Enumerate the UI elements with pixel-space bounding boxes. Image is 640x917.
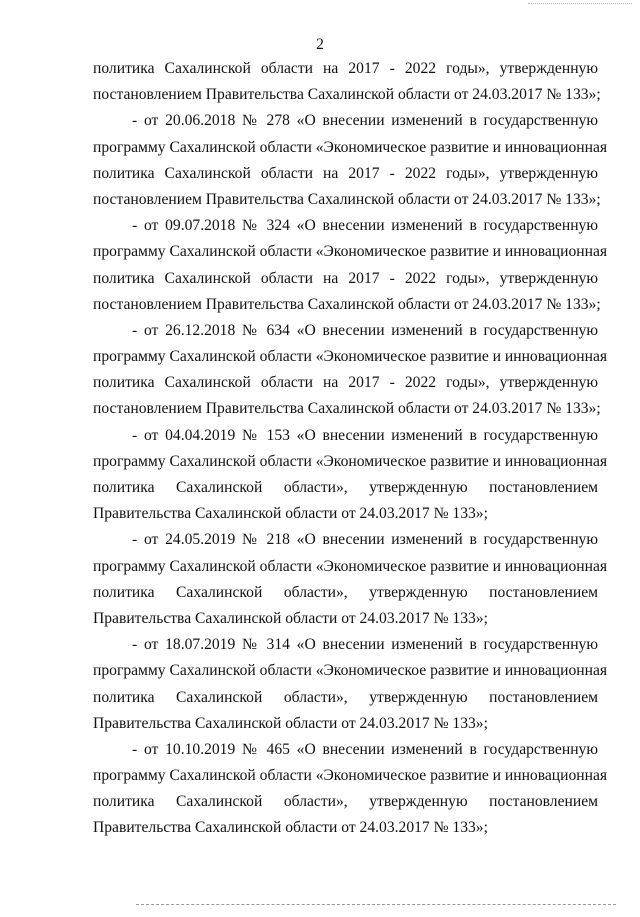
- text-line: политика Сахалинской области», утвержденную постановлением: [93, 688, 598, 706]
- list-item-amendment: [93, 321, 608, 427]
- text-line: программу Сахалинской области «Экономическое развитие и инновационная: [93, 348, 608, 366]
- text-line: политика Сахалинской области на 2017 - 2022 годы», утвержденную: [93, 374, 598, 392]
- paragraph-continuation: [93, 60, 601, 112]
- text-line: - от 04.04.2019 № 153 «О внесении изменений в государственную: [132, 426, 598, 444]
- text-line: политика Сахалинской области на 2017 - 2022 годы», утвержденную: [93, 60, 598, 77]
- text-line: Правительства Сахалинской области от 24.03.2017 № 133»;: [93, 714, 488, 732]
- text-line: программу Сахалинской области «Экономическое развитие и инновационная: [93, 138, 608, 156]
- list-item-amendment: [93, 426, 608, 532]
- text-line: политика Сахалинской области на 2017 - 2022 годы», утвержденную: [93, 269, 598, 287]
- text-line: политика Сахалинской области на 2017 - 2022 годы», утвержденную: [93, 164, 598, 182]
- bottom-scan-line: [136, 904, 616, 905]
- text-line: программу Сахалинской области «Экономическое развитие и инновационная: [93, 662, 608, 680]
- text-line: Правительства Сахалинской области от 24.03.2017 № 133»;: [93, 505, 488, 523]
- list-item-amendment: [93, 636, 608, 741]
- text-line: - от 18.07.2019 № 314 «О внесении изменений в государственную: [132, 636, 598, 654]
- text-line: политика Сахалинской области», утвержденную постановлением: [93, 583, 598, 601]
- list-item-amendment: [93, 217, 608, 322]
- text-line: программу Сахалинской области «Экономическое развитие и инновационная: [93, 243, 608, 261]
- text-line: - от 10.10.2019 № 465 «О внесении изменений в государственную: [132, 740, 598, 758]
- text-line: политика Сахалинской области», утвержденную постановлением: [93, 479, 598, 496]
- text-line: программу Сахалинской области «Экономическое развитие и инновационная: [93, 557, 608, 575]
- text-line: постановлением Правительства Сахалинской области от 24.03.2017 № 133»;: [93, 190, 601, 208]
- text-line: программу Сахалинской области «Экономическое развитие и инновационная: [93, 452, 608, 470]
- document-body: [93, 60, 608, 846]
- text-line: постановлением Правительства Сахалинской области от 24.03.2017 № 133»;: [93, 400, 601, 418]
- text-line: политика Сахалинской области», утвержденную постановлением: [93, 793, 598, 811]
- text-line: - от 26.12.2018 № 634 «О внесении изменений в государственную: [132, 321, 598, 339]
- text-line: - от 20.06.2018 № 278 «О внесении изменений в государственную: [132, 112, 598, 130]
- text-line: - от 09.07.2018 № 324 «О внесении изменений в государственную: [132, 217, 598, 235]
- text-line: постановлением Правительства Сахалинской области от 24.03.2017 № 133»;: [93, 86, 601, 104]
- text-line: постановлением Правительства Сахалинской области от 24.03.2017 № 133»;: [93, 295, 601, 313]
- list-item-amendment: [93, 112, 608, 217]
- scan-edge-mark: [528, 3, 632, 4]
- text-line: - от 24.05.2019 № 218 «О внесении изменений в государственную: [132, 531, 598, 549]
- text-line: программу Сахалинской области «Экономическое развитие и инновационная: [93, 767, 608, 785]
- list-item-amendment: [93, 531, 608, 636]
- text-line: Правительства Сахалинской области от 24.03.2017 № 133»;: [93, 819, 488, 837]
- page-number: 2: [316, 36, 324, 53]
- text-line: Правительства Сахалинской области от 24.03.2017 № 133»;: [93, 609, 488, 627]
- list-item-amendment: [93, 740, 608, 846]
